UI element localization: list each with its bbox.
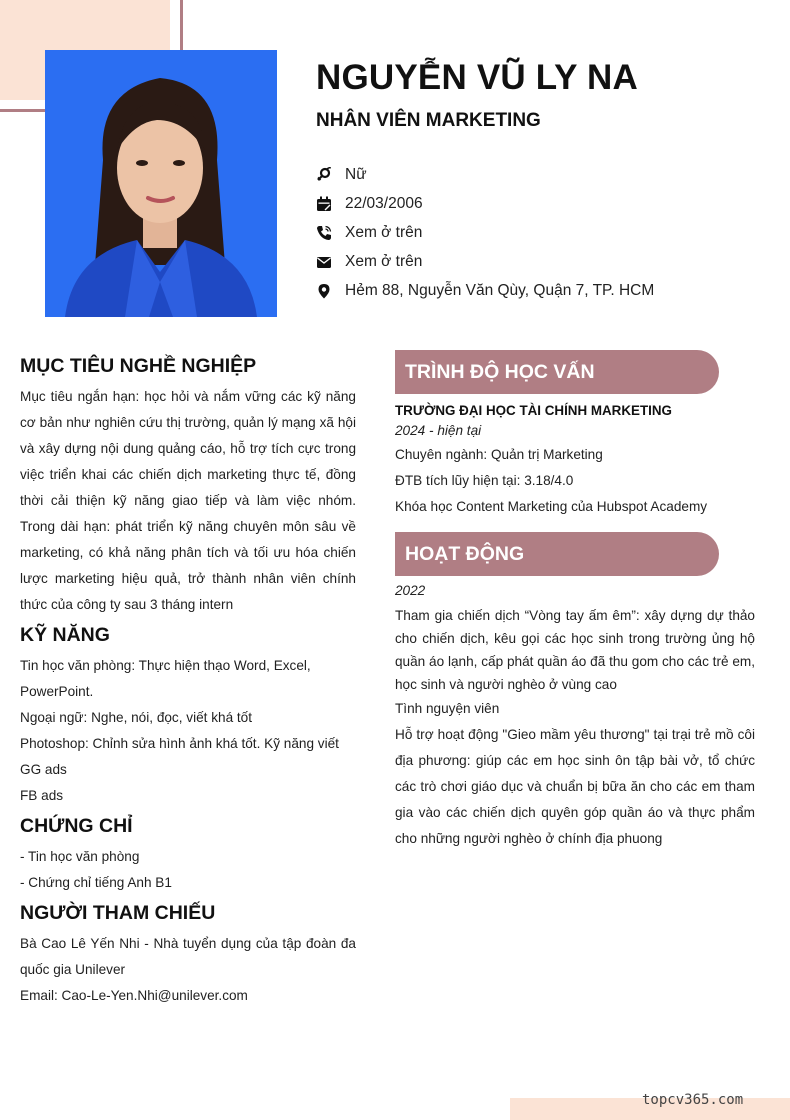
activity-item: Hỗ trợ hoạt động "Gieo mầm yêu thương" tại trại trẻ mồ côi địa phương: giúp các em học sinh ôn tập bài vở, tổ chức các trò chơi giáo dục và chuẩn bị bữa ăn cho các em tham gia vào các chiến dịch quyên góp quần áo và thực phẩm cho những người nghèo ở chính địa phuong — [395, 727, 755, 846]
objective-title: MỤC TIÊU NGHỀ NGHIỆP — [20, 355, 257, 377]
contact-phone-value: Xem ở trên — [345, 223, 423, 241]
education-major: Chuyên ngành: Quản trị Marketing — [395, 447, 603, 462]
location-pin-icon — [316, 283, 332, 299]
skill-item: Tin học văn phòng: Thực hiện thạo Word, Excel, PowerPoint. — [20, 658, 311, 699]
contact-email-value: Xem ở trên — [345, 252, 423, 270]
skill-item: Ngoại ngữ: Nghe, nói, đọc, viết khá tốt — [20, 710, 253, 725]
contact-phone — [316, 218, 654, 247]
candidate-name: NGUYỄN VŨ LY NA — [316, 58, 638, 97]
reference-text: Bà Cao Lê Yến Nhi - Nhà tuyển dụng của tập đoàn đa quốc gia Unilever — [20, 936, 356, 977]
education-course: Khóa học Content Marketing của Hubspot Academy — [395, 499, 708, 514]
activities-title: HOẠT ĐỘNG — [395, 532, 719, 576]
certificate-item: - Chứng chỉ tiếng Anh B1 — [20, 875, 172, 890]
contact-gender — [316, 160, 654, 189]
contact-birthday — [316, 189, 654, 218]
objective-text: Mục tiêu ngắn hạn: học hỏi và nắm vững các kỹ năng cơ bản như nghiên cứu thị trường, quản lý mạng xã hội và xây dựng nội dung quảng cáo, hỗ trợ tích cực trong việc triển khai các chiến dịch marketing thực tế, đồng thời cải thiện kỹ năng giao tiếp và làm việc nhóm. Trong dài hạn: phát triển kỹ năng chuyên môn sâu về marketing, có khả năng phân tích và tối ưu hóa chiến lược marketing hiệu quả, trở thành nhân viên chính thức của công ty sau 3 tháng intern — [20, 389, 356, 612]
skills-title: KỸ NĂNG — [20, 624, 110, 646]
calendar-icon — [316, 196, 332, 212]
contact-info — [316, 160, 654, 305]
certificates-list — [20, 844, 356, 896]
activity-item: Tham gia chiến dịch “Vòng tay ấm êm”: xây dựng dự thảo cho chiến dịch, kêu gọi các học sinh trong trường ủng hộ quần áo lạnh, cấp phát quần áo đã thu gom cho các trẻ em, học sinh và người nghèo ở vùng cao — [395, 608, 755, 692]
activity-role: Tình nguyện viên — [395, 701, 500, 716]
email-icon — [316, 254, 332, 270]
contact-email — [316, 247, 654, 276]
education-period: 2024 - hiện tại — [395, 423, 482, 438]
gender-icon — [316, 167, 332, 183]
education-title: TRÌNH ĐỘ HỌC VẤN — [395, 350, 719, 394]
education-gpa: ĐTB tích lũy hiện tại: 3.18/4.0 — [395, 473, 574, 488]
skills-list — [20, 653, 356, 809]
profile-photo — [45, 50, 277, 317]
activities-year: 2022 — [395, 583, 426, 598]
contact-gender-value: Nữ — [345, 165, 367, 183]
references-title: NGƯỜI THAM CHIẾU — [20, 902, 216, 924]
left-column — [20, 355, 356, 1009]
right-column — [395, 350, 755, 852]
certificates-title: CHỨNG CHỈ — [20, 815, 133, 837]
school-name: TRƯỜNG ĐẠI HỌC TÀI CHÍNH MARKETING — [395, 403, 672, 418]
contact-address — [316, 276, 654, 305]
skill-item: FB ads — [20, 788, 64, 803]
portrait-illustration — [45, 50, 277, 317]
watermark: topcv365.com — [642, 1092, 744, 1108]
phone-icon — [316, 225, 332, 241]
reference-email: Email: Cao-Le-Yen.Nhi@unilever.com — [20, 988, 248, 1003]
contact-address-value: Hẻm 88, Nguyễn Văn Qùy, Quận 7, TP. HCM — [345, 281, 655, 299]
job-title: NHÂN VIÊN MARKETING — [316, 110, 541, 131]
skill-item: Photoshop: Chỉnh sửa hình ảnh khá tốt. Kỹ năng viết GG ads — [20, 736, 339, 777]
contact-birthday-value: 22/03/2006 — [345, 194, 423, 212]
certificate-item: - Tin học văn phòng — [20, 849, 140, 864]
